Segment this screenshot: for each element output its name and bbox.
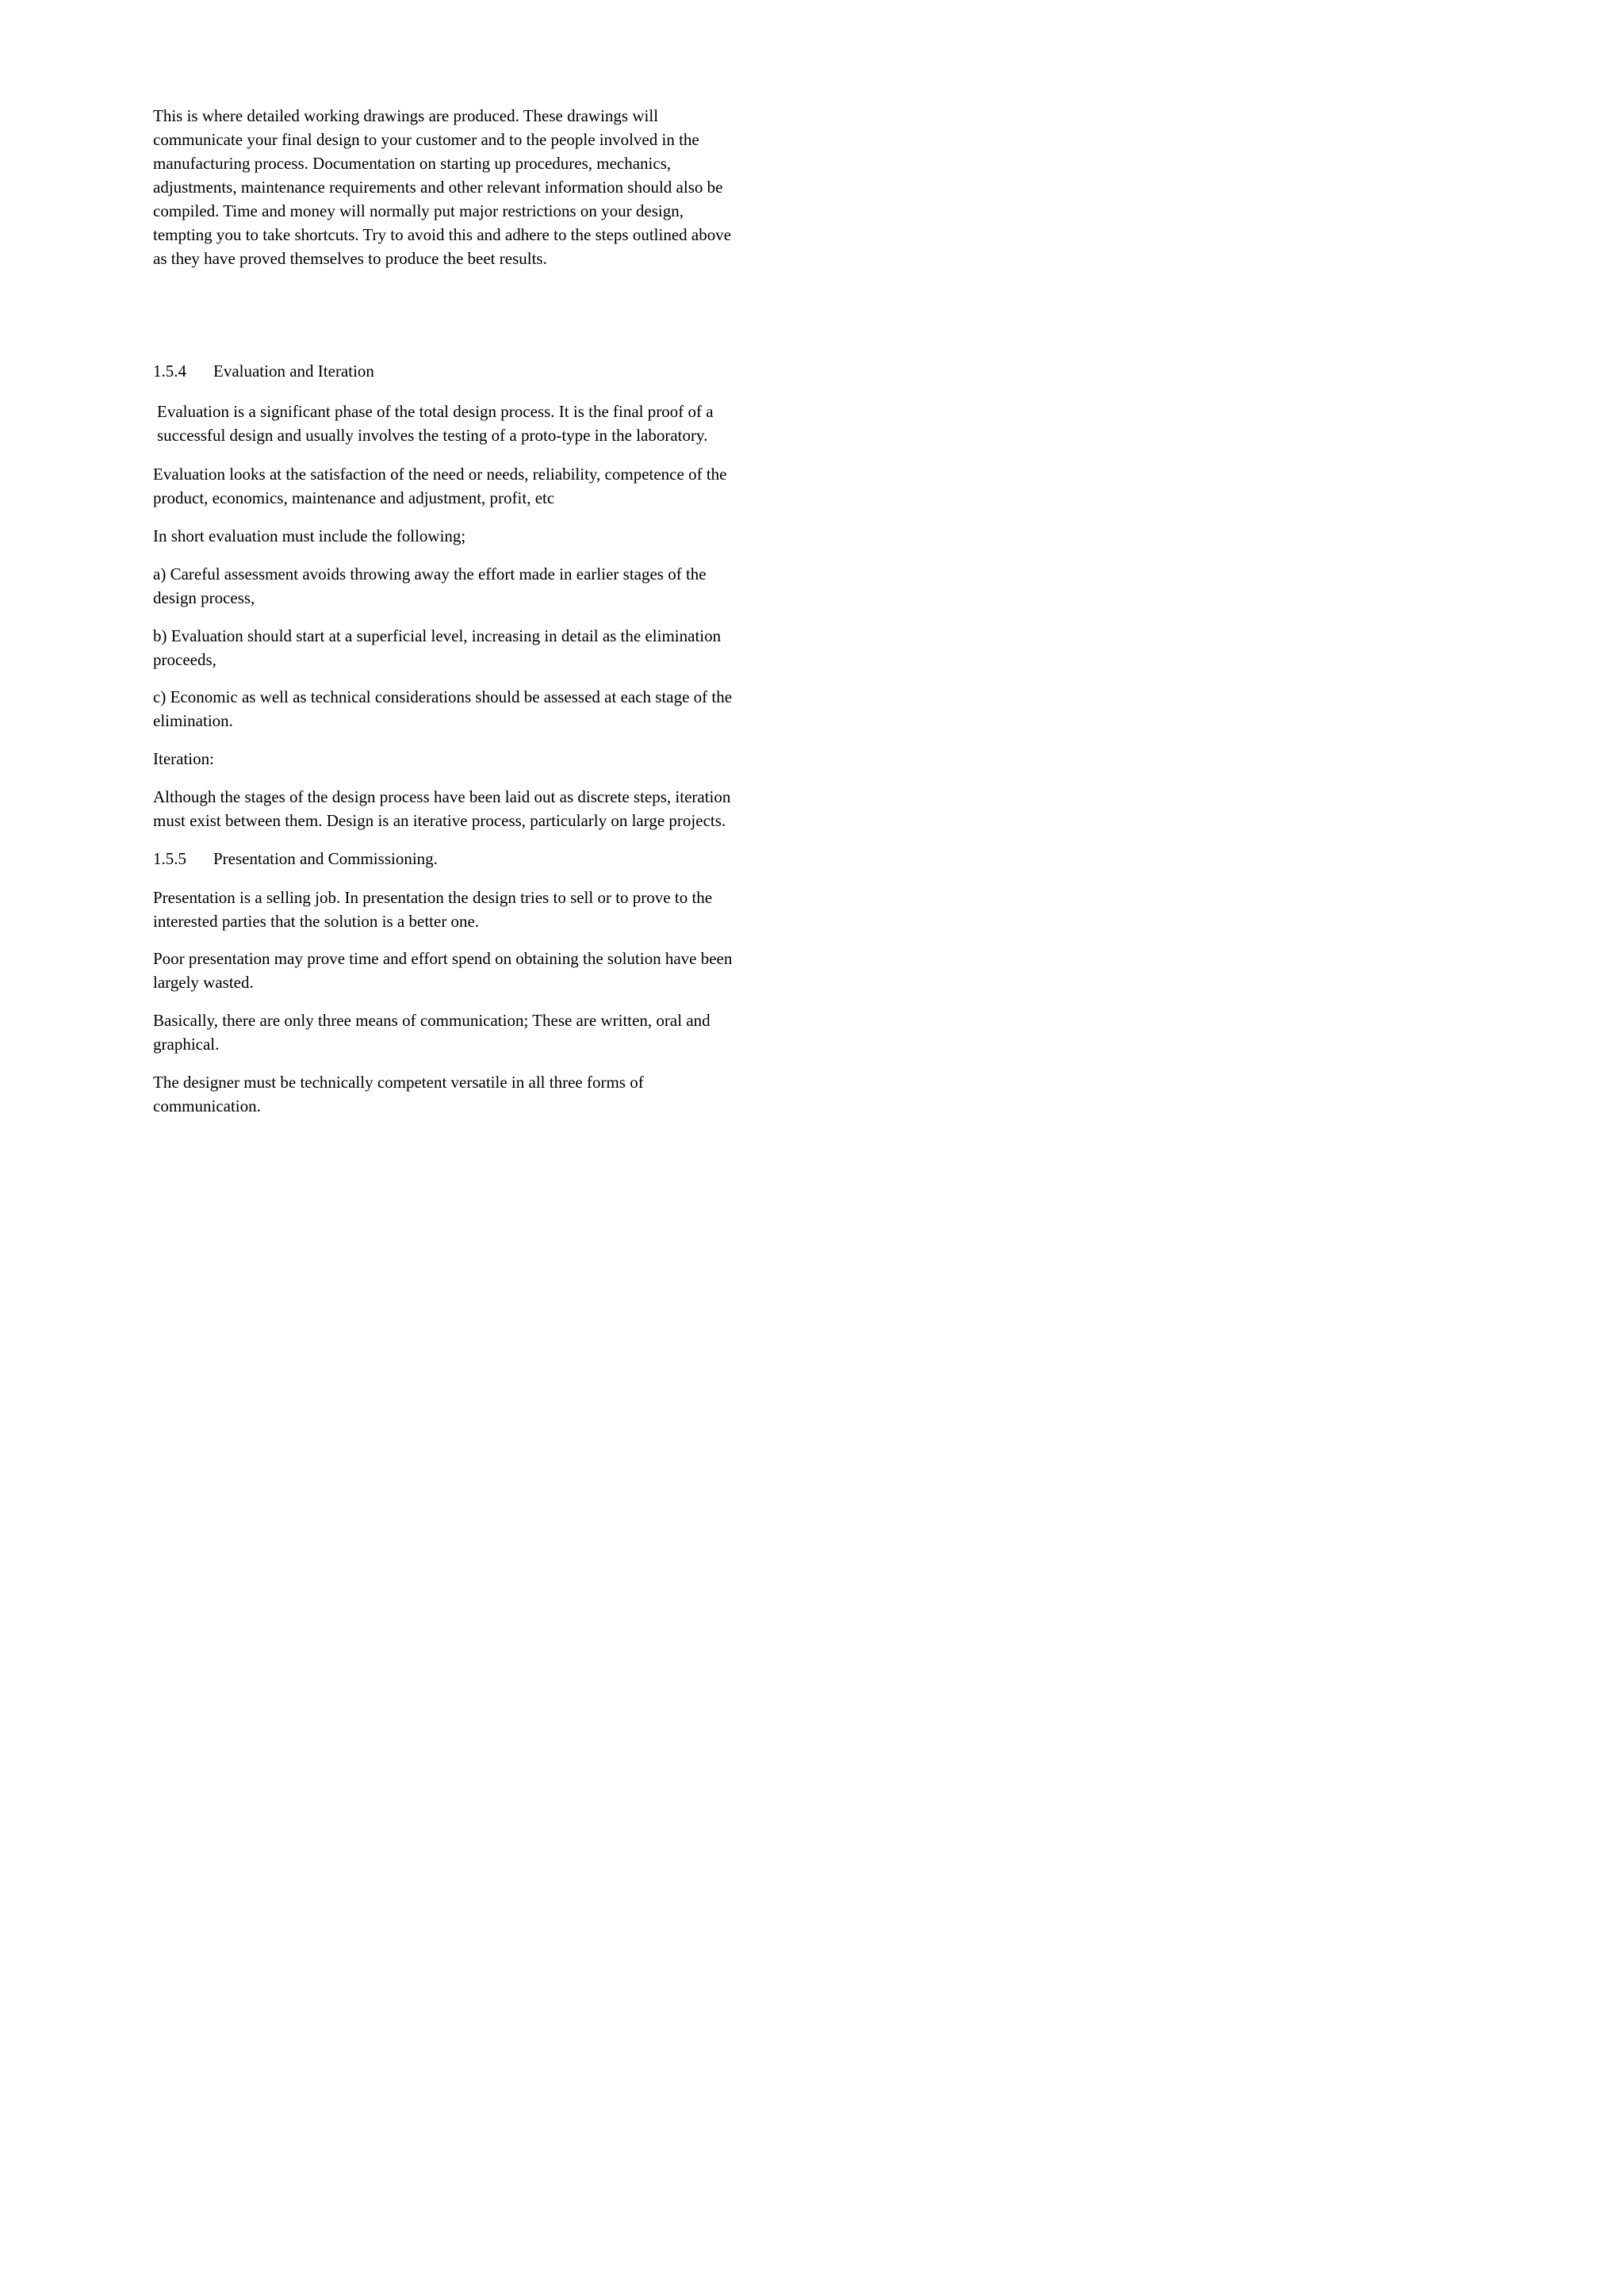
evaluation-scope-paragraph — [153, 462, 779, 510]
text-line: Basically, there are only three means of communication; These are written, oral and — [153, 1011, 710, 1030]
list-item-a — [153, 562, 779, 610]
text-line: Although the stages of the design process have been laid out as discrete steps, iteration — [153, 787, 731, 806]
text-line: The designer must be technically competent versatile in all three forms of — [153, 1073, 644, 1092]
text-line: as they have proved themselves to produce the beet results. — [153, 249, 547, 268]
text-line: elimination. — [153, 711, 233, 730]
evaluation-summary-paragraph — [153, 524, 779, 548]
text-line: product, economics, maintenance and adjustment, profit, etc — [153, 488, 555, 507]
iteration-paragraph — [153, 785, 779, 832]
text-line: interested parties that the solution is a better one. — [153, 912, 480, 931]
text-line: a) Careful assessment avoids throwing away the effort made in earlier stages of the — [153, 564, 707, 584]
text-line: Evaluation looks at the satisfaction of the need or needs, reliability, competence of the — [153, 465, 727, 484]
intro-paragraph — [153, 104, 779, 270]
evaluation-definition-paragraph — [153, 400, 783, 447]
text-line: This is where detailed working drawings are produced. These drawings will — [153, 106, 659, 125]
text-line: communicate your final design to your customer and to the people involved in the — [153, 130, 699, 149]
text-line: manufacturing process. Documentation on starting up procedures, mechanics, — [153, 154, 672, 173]
section-number: 1.5.4 — [153, 362, 186, 381]
text-line: largely wasted. — [153, 973, 254, 992]
section-number: 1.5.5 — [153, 849, 186, 868]
list-item-c — [153, 685, 779, 733]
text-line: must exist between them. Design is an iterative process, particularly on large projects. — [153, 811, 726, 830]
designer-competence-paragraph — [153, 1070, 779, 1118]
text-line: successful design and usually involves the testing of a proto-type in the laboratory. — [157, 426, 708, 445]
presentation-paragraph — [153, 886, 779, 933]
text-line: graphical. — [153, 1035, 220, 1054]
text-line: b) Evaluation should start at a superficial level, increasing in detail as the elimination — [153, 626, 722, 645]
communication-means-paragraph — [153, 1008, 779, 1056]
text-line: Presentation is a selling job. In presentation the design tries to sell or to prove to the — [153, 888, 713, 907]
text-line: In short evaluation must include the following; — [153, 526, 466, 545]
text-line: c) Economic as well as technical considerations should be assessed at each stage of the — [153, 687, 733, 706]
poor-presentation-paragraph — [153, 947, 779, 994]
text-line: compiled. Time and money will normally put major restrictions on your design, — [153, 201, 684, 220]
text-line: Evaluation is a significant phase of the total design process. It is the final proof of a — [157, 402, 714, 421]
text-line: tempting you to take shortcuts. Try to avoid this and adhere to the steps outlined above — [153, 225, 732, 244]
list-item-b — [153, 624, 779, 672]
section-title: Presentation and Commissioning. — [213, 849, 438, 868]
iteration-label — [153, 747, 779, 771]
section-title: Evaluation and Iteration — [213, 362, 374, 381]
section-heading-1-5-5 — [153, 847, 438, 871]
document-page — [0, 0, 875, 1235]
section-heading-1-5-4 — [153, 359, 374, 383]
text-line: communication. — [153, 1096, 261, 1115]
text-line: Poor presentation may prove time and effort spend on obtaining the solution have been — [153, 949, 733, 968]
text-line: design process, — [153, 588, 255, 607]
text-line: adjustments, maintenance requirements and other relevant information should also be — [153, 178, 723, 197]
text-line: proceeds, — [153, 650, 216, 669]
text-line: Iteration: — [153, 749, 214, 768]
